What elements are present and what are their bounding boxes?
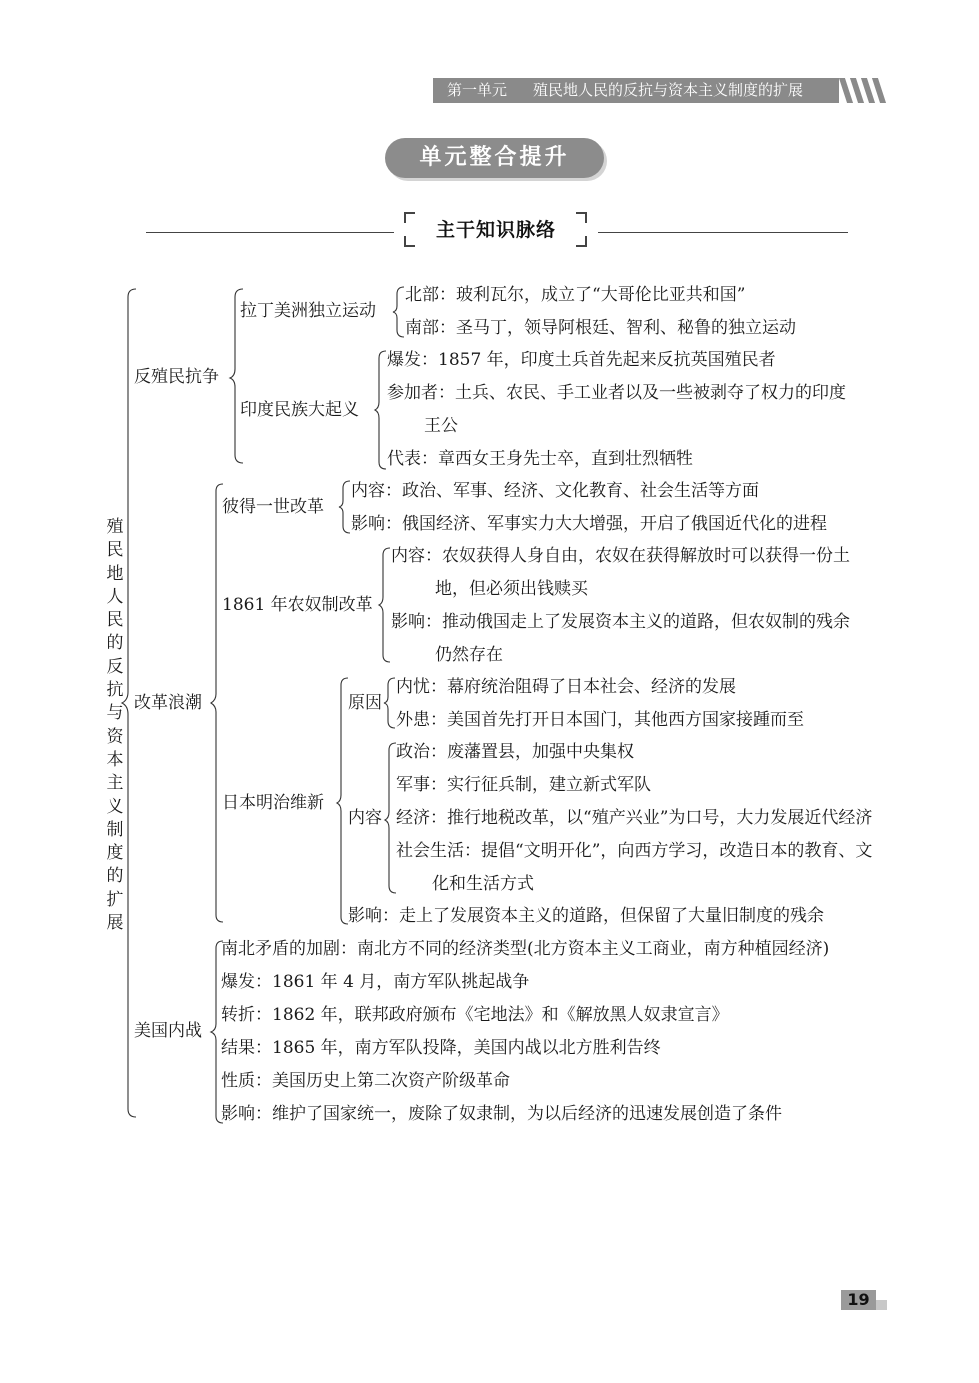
leaf-cw-nature: 性质：美国历史上第二次资产阶级革命 — [221, 1071, 510, 1091]
node-meiji: 日本明治维新 — [222, 793, 324, 813]
node-peter: 彼得一世改革 — [222, 497, 324, 517]
leaf-serf-content: 内容：农奴获得人身自由，农奴在获得解放时可以获得一份土 — [391, 546, 850, 566]
branch-colonial: 反殖民抗争 — [134, 367, 219, 387]
unit-title: 单元整合提升 — [385, 138, 604, 178]
leaf-india-participants-cont: 王公 — [424, 416, 458, 436]
branch-civilwar: 美国内战 — [134, 1021, 202, 1041]
leaf-serf-impact-cont: 仍然存在 — [435, 645, 503, 665]
leaf-meiji-external: 外患：美国首先打开日本国门，其他西方国家接踵而至 — [396, 710, 804, 730]
root-topic: 殖民地人民的反抗与资本主义制度的扩展 — [106, 517, 124, 934]
leaf-cw-impact: 影响：维护了国家统一，废除了奴隶制，为以后经济的迅速发展创造了条件 — [221, 1104, 782, 1124]
section-title: 主干知识脉络 — [435, 219, 556, 241]
node-india: 印度民族大起义 — [240, 400, 359, 420]
leaf-india-outbreak: 爆发：1857 年，印度土兵首先起来反抗英国殖民者 — [387, 350, 776, 370]
leaf-cw-conflict: 南北矛盾的加剧：南北方不同的经济类型(北方资本主义工商业，南方种植园经济) — [221, 939, 830, 959]
leaf-latin-north: 北部：玻利瓦尔，成立了“大哥伦比亚共和国” — [405, 285, 746, 305]
node-serf-reform: 1861 年农奴制改革 — [222, 595, 373, 615]
leaf-peter-content: 内容：政治、军事、经济、文化教育、社会生活等方面 — [351, 481, 759, 501]
leaf-meiji-society-cont: 化和生活方式 — [432, 874, 534, 894]
leaf-india-participants: 参加者：土兵、农民、手工业者以及一些被剥夺了权力的印度 — [387, 383, 846, 403]
page-number-tab — [876, 1300, 887, 1310]
leaf-peter-impact: 影响：俄国经济、军事实力大大增强，开启了俄国近代化的进程 — [351, 514, 827, 534]
leaf-meiji-economy: 经济：推行地税改革，以“殖产兴业”为口号，大力发展近代经济 — [396, 808, 873, 828]
leaf-meiji-society: 社会生活：提倡“文明开化”，向西方学习，改造日本的教育、文 — [396, 841, 873, 861]
header-title: 殖民地人民的反抗与资本主义制度的扩展 — [533, 81, 804, 99]
leaf-cw-result: 结果：1865 年，南方军队投降，美国内战以北方胜利告终 — [221, 1038, 661, 1058]
node-latin-america: 拉丁美洲独立运动 — [240, 301, 376, 321]
leaf-meiji-military: 军事：实行征兵制，建立新式军队 — [396, 775, 651, 795]
branch-reform: 改革浪潮 — [134, 693, 202, 713]
leaf-meiji-internal: 内忧：幕府统治阻碍了日本社会、经济的发展 — [396, 677, 736, 697]
node-meiji-content: 内容 — [348, 808, 382, 828]
node-meiji-cause: 原因 — [348, 693, 382, 713]
leaf-cw-outbreak: 爆发：1861 年 4 月，南方军队挑起战争 — [221, 972, 530, 992]
leaf-latin-south: 南部：圣马丁，领导阿根廷、智利、秘鲁的独立运动 — [405, 318, 796, 338]
leaf-meiji-impact: 影响：走上了发展资本主义的道路，但保留了大量旧制度的残余 — [348, 906, 824, 926]
page-number: 19 — [841, 1290, 876, 1310]
page-number-box — [841, 1290, 887, 1310]
leaf-meiji-politics: 政治：废藩置县，加强中央集权 — [396, 742, 634, 762]
leaf-serf-impact: 影响：推动俄国走上了发展资本主义的道路，但农奴制的残余 — [391, 612, 850, 632]
leaf-cw-turning: 转折：1862 年，联邦政府颁布《宅地法》和《解放黑人奴隶宣言》 — [221, 1005, 729, 1025]
header-unit: 第一单元 — [447, 81, 508, 99]
leaf-serf-content-cont: 地，但必须出钱赎买 — [435, 579, 588, 599]
leaf-india-representative: 代表：章西女王身先士卒，直到壮烈牺牲 — [387, 449, 693, 469]
